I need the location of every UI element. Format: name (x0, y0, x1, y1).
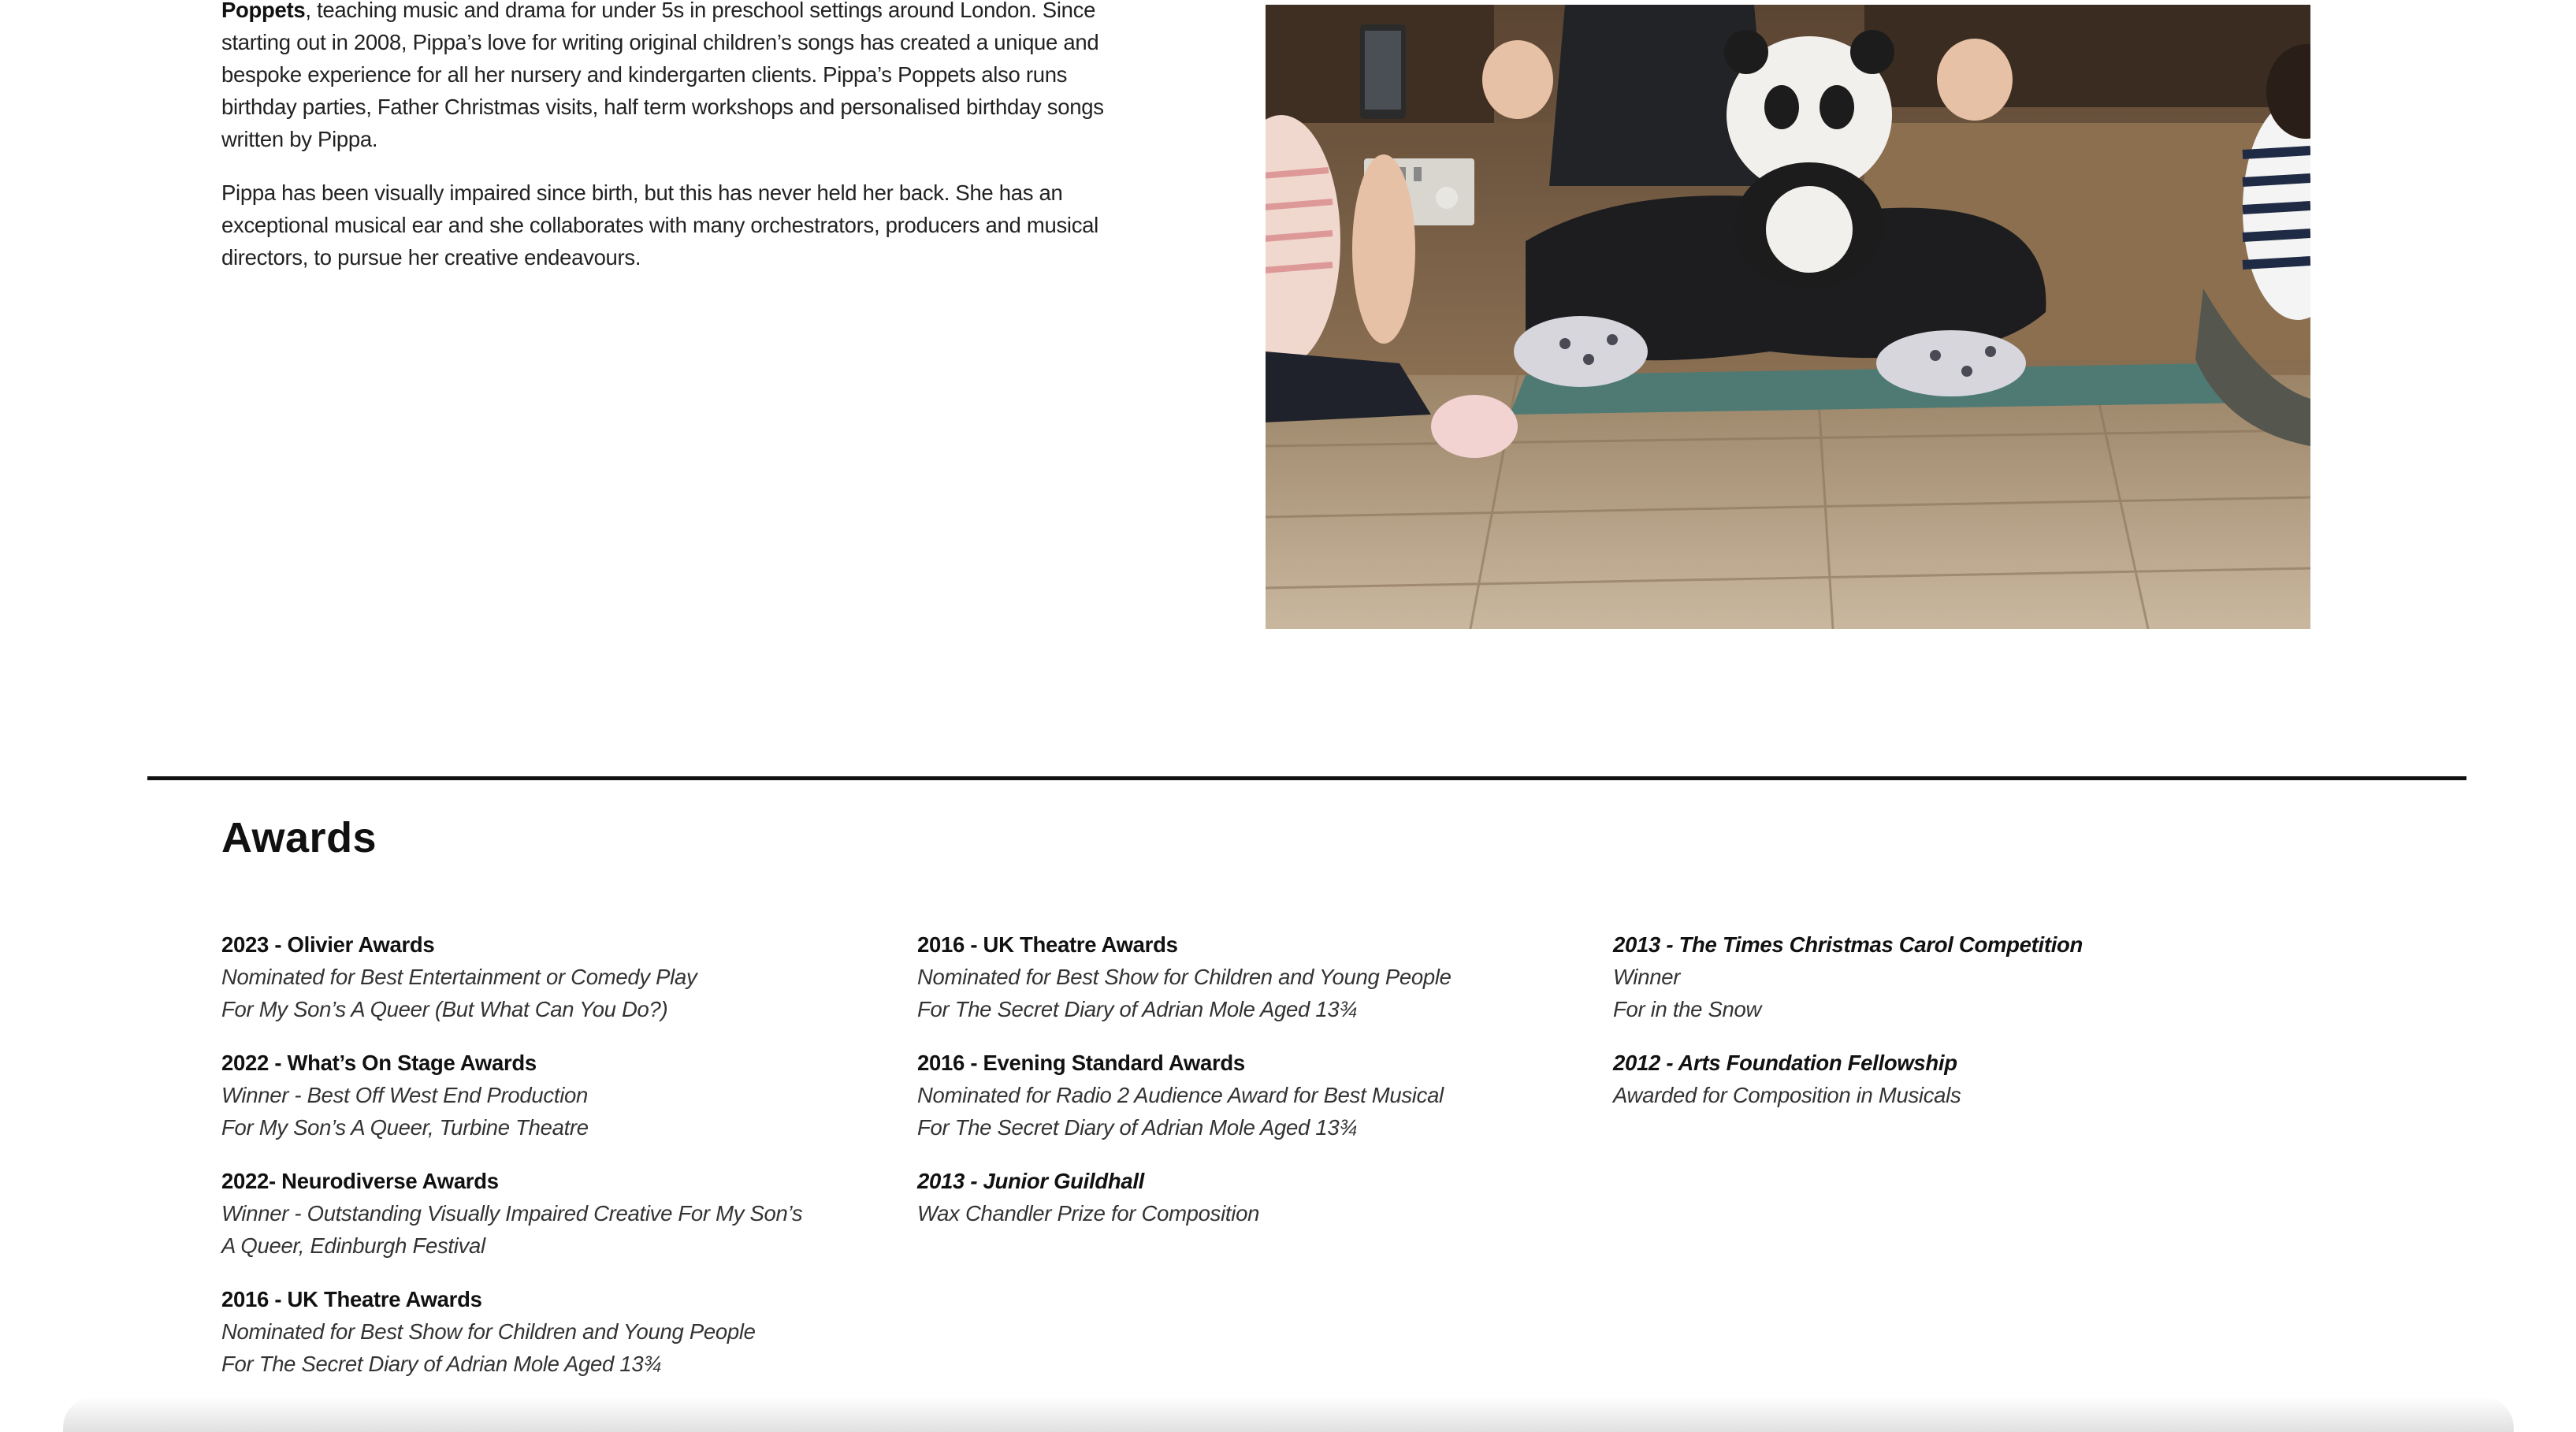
bio-paragraph-2: Pippa has been visually impaired since birth, but this has never held her back. She has an exceptional musical ear and she collaborates with many orchestrators, producers and musical directors, to pursue her creative endeavours. (221, 180, 1098, 270)
award-detail: A Queer, Edinburgh Festival (221, 1233, 485, 1258)
award-heading: 2016 - UK Theatre Awards (917, 932, 1178, 957)
award-heading: 2022- Neurodiverse Awards (221, 1169, 499, 1193)
award-detail: Winner (1613, 965, 1681, 989)
award-heading: 2013 - Junior Guildhall (917, 1169, 1145, 1193)
award-detail: Awarded for Composition in Musicals (1613, 1083, 1961, 1107)
award-entry (221, 1047, 899, 1144)
photo-illustration (1266, 5, 2310, 629)
award-detail: For My Son’s A Queer, Turbine Theatre (221, 1115, 589, 1140)
section-divider (147, 776, 2466, 780)
awards-column-1 (221, 928, 899, 1401)
award-detail: Nominated for Radio 2 Audience Award for Best Musical (917, 1083, 1444, 1107)
awards-column-2 (917, 928, 1595, 1251)
award-entry (221, 1283, 899, 1380)
award-detail: Winner - Best Off West End Production (221, 1083, 589, 1107)
award-entry (221, 928, 899, 1025)
award-detail: Wax Chandler Prize for Composition (917, 1201, 1260, 1226)
award-detail: Nominated for Best Entertainment or Comedy Play (221, 965, 697, 989)
award-heading: 2022 - What’s On Stage Awards (221, 1051, 537, 1075)
award-entry (1613, 928, 2291, 1025)
award-heading: 2013 - The Times Christmas Carol Competition (1613, 932, 2083, 957)
award-heading: 2023 - Olivier Awards (221, 932, 435, 957)
music-class-photo (1266, 5, 2310, 629)
award-detail: For The Secret Diary of Adrian Mole Aged 13¾ (917, 997, 1357, 1021)
award-detail: For My Son’s A Queer (But What Can You Do?) (221, 997, 668, 1021)
award-entry (1613, 1047, 2291, 1111)
bio-paragraph-1-text: , teaching music and drama for under 5s in preschool settings around London. Since starting out in 2008, Pippa’s love for writing original children’s songs has created a unique and bespoke experience for all her nursery and kindergarten clients. Pippa’s Poppets also runs birthday parties, Father Christmas visits, half term workshops and personalised birthday songs written by Pippa. (221, 0, 1104, 151)
award-detail: Nominated for Best Show for Children and Young People (221, 1319, 756, 1344)
award-detail: For The Secret Diary of Adrian Mole Aged 13¾ (221, 1352, 661, 1376)
bio-text (221, 0, 1128, 295)
award-entry (917, 1047, 1595, 1144)
award-detail: Winner - Outstanding Visually Impaired Creative For My Son’s (221, 1201, 803, 1226)
awards-column-3 (1613, 928, 2291, 1133)
award-detail: For in the Snow (1613, 997, 1762, 1021)
award-detail: Nominated for Best Show for Children and Young People (917, 965, 1452, 989)
award-detail: For The Secret Diary of Adrian Mole Aged 13¾ (917, 1115, 1357, 1140)
award-entry (221, 1165, 899, 1262)
award-entry (917, 1165, 1595, 1229)
award-heading: 2016 - Evening Standard Awards (917, 1051, 1245, 1075)
awards-heading: Awards (221, 814, 377, 861)
footer-shadow (63, 1397, 2514, 1432)
bio-paragraph-1 (221, 0, 1128, 155)
award-entry (917, 928, 1595, 1025)
bio-bold-lead: Poppets (221, 0, 306, 22)
award-heading: 2016 - UK Theatre Awards (221, 1287, 482, 1311)
award-heading: 2012 - Arts Foundation Fellowship (1613, 1051, 1957, 1075)
